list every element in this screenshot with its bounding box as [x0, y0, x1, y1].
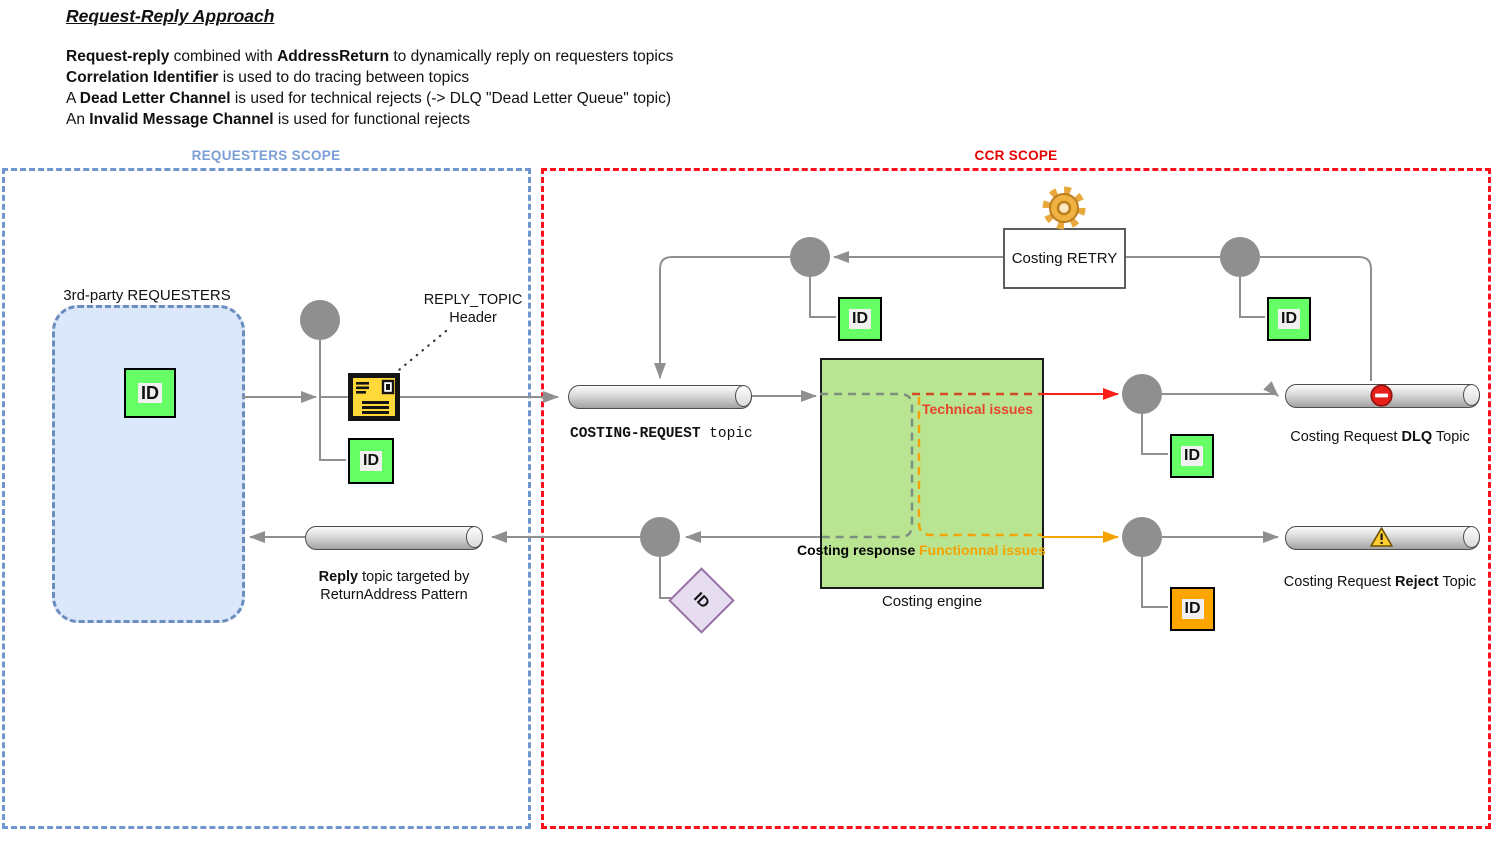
stub-retry-left-to-id: [810, 277, 836, 317]
stub-reject-to-id: [1142, 557, 1168, 607]
id-label: ID: [138, 383, 162, 403]
stub-junction-to-id: [320, 340, 346, 460]
topic-name-rest: topic: [700, 426, 753, 442]
intro-line-3: [66, 90, 671, 108]
intro-line-1: [66, 48, 673, 66]
intro-bold: AddressReturn: [277, 48, 390, 65]
correlation-id-badge-request: [348, 438, 394, 484]
label-bold: DLQ: [1401, 429, 1433, 445]
costing-retry-box: [1003, 228, 1126, 289]
reject-topic-label: [1284, 574, 1476, 590]
technical-issues-label: Technical issues: [922, 401, 1034, 417]
dashed-functional-route: [919, 397, 1042, 535]
junction-node-dlq: [1122, 374, 1162, 414]
reply-topic-label-line1: [319, 569, 470, 587]
junction-node-reply: [640, 517, 680, 557]
envelope-icon: [348, 373, 400, 421]
reply-topic-cylinder: [305, 526, 483, 550]
id-label: ID: [849, 309, 871, 329]
reply-topic-label: [319, 569, 470, 604]
id-label: ID: [1182, 599, 1204, 619]
junction-node-requesters: [300, 300, 340, 340]
dotted-callout-line: [399, 331, 446, 370]
id-label: ID: [690, 589, 713, 612]
dlq-topic-label: [1290, 429, 1469, 445]
costing-request-topic-cylinder: [568, 385, 752, 409]
junction-node-retry-left: [790, 237, 830, 277]
costing-retry-label: Costing RETRY: [1011, 250, 1118, 267]
intro-text: An: [66, 111, 90, 128]
reply-topic-label-line2: ReturnAddress Pattern: [320, 586, 468, 603]
intro-bold: Dead Letter Channel: [79, 90, 231, 107]
arrow-left-node-to-request-topic: [660, 257, 790, 378]
correlation-id-badge-requester: [124, 368, 176, 418]
reply-topic-header-callout: [424, 292, 523, 327]
reply-topic-callout-line2: Header: [449, 309, 497, 326]
id-label: ID: [1278, 309, 1300, 329]
junction-node-retry-right: [1220, 237, 1260, 277]
page-title: Request-Reply Approach: [66, 6, 275, 26]
costing-request-topic-label: [570, 426, 753, 442]
dashed-response-route: [820, 394, 912, 537]
functional-issues-label: Functionnal issues: [919, 542, 1046, 558]
costing-response-label: Costing response: [797, 542, 916, 558]
correlation-id-badge-reject: [1170, 587, 1215, 631]
stub-dlq-to-id: [1142, 414, 1168, 454]
third-party-requesters-label: 3rd-party REQUESTERS: [63, 287, 231, 304]
label-bold: Reject: [1395, 574, 1439, 590]
label-text: Costing Request: [1283, 574, 1396, 590]
correlation-id-badge-retry-right: [1267, 297, 1311, 341]
ccr-scope-label: CCR SCOPE: [974, 148, 1058, 163]
gear-icon: [1038, 181, 1090, 235]
warning-icon: [1369, 526, 1394, 548]
label-text: Topic: [1438, 574, 1477, 590]
label-bold: Reply: [318, 569, 359, 585]
no-entry-icon: [1370, 384, 1393, 407]
intro-bold: Request-reply: [66, 48, 170, 65]
label-text: Topic: [1432, 429, 1470, 445]
costing-engine-label: Costing engine: [881, 593, 983, 610]
intro-text: is used for functional rejects: [273, 111, 471, 128]
intro-text: A: [66, 90, 80, 107]
id-label: ID: [1181, 446, 1203, 466]
intro-line-4: [66, 111, 470, 129]
intro-text: is used for technical rejects (-> DLQ "Dead Letter Queue" topic): [230, 90, 672, 107]
requesters-scope-label: REQUESTERS SCOPE: [191, 148, 341, 163]
intro-text: combined with: [169, 48, 278, 65]
correlation-id-badge-retry-left: [838, 297, 882, 341]
correlation-id-badge-dlq: [1170, 434, 1214, 478]
stub-reply-to-diamond: [660, 557, 676, 598]
junction-node-reject: [1122, 517, 1162, 557]
intro-text: to dynamically reply on requesters topics: [389, 48, 674, 65]
intro-line-2: [66, 69, 469, 87]
arrow-node-to-dlq-topic: [1162, 394, 1278, 396]
topic-name-bold: COSTING-REQUEST: [570, 426, 701, 442]
stub-retry-right-to-id: [1240, 277, 1265, 317]
id-label: ID: [360, 451, 382, 471]
label-text: Costing Request: [1290, 429, 1402, 445]
intro-bold: Correlation Identifier: [66, 69, 219, 86]
intro-bold: Invalid Message Channel: [89, 111, 274, 128]
reply-topic-callout-line1: REPLY_TOPIC: [423, 292, 523, 308]
intro-text: is used to do tracing between topics: [218, 69, 470, 86]
label-text: topic targeted by: [358, 569, 470, 585]
